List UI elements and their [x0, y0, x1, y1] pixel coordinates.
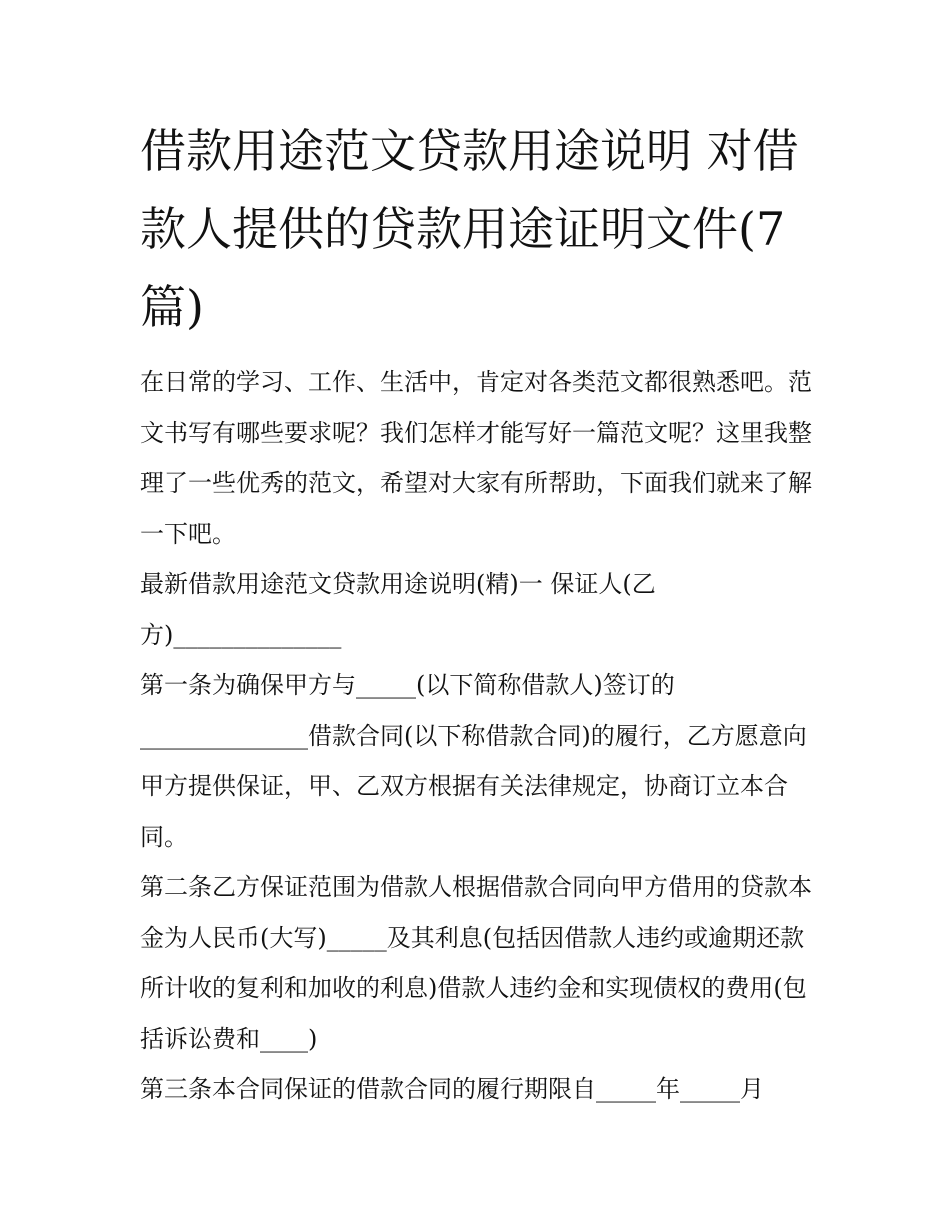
article-2: 第二条乙方保证范围为借款人根据借款合同向甲方借用的贷款本金为人民币(大写)_____及其利息(包括因借款人违约或逾期还款所计收的复利和加收的利息)借款人违约金和实现债权的费用(包括诉讼费和____) [140, 873, 812, 1053]
document-body [140, 357, 820, 1115]
section-heading: 最新借款用途范文贷款用途说明(精)一 保证人(乙 [140, 570, 656, 598]
intro-paragraph: 在日常的学习、工作、生活中，肯定对各类范文都很熟悉吧。范文书写有哪些要求呢？我们怎样才能写好一篇范文呢？这里我整理了一些优秀的范文，希望对大家有所帮助，下面我们就来了解一下吧。 [140, 368, 812, 548]
article-1-line-1: 第一条为确保甲方与_____(以下简称借款人)签订的 [140, 671, 675, 699]
article-1-line-2: ______________借款合同(以下称借款合同)的履行，乙方愿意向甲方提供保证，甲、乙双方根据有关法律规定，协商订立本合同。 [140, 721, 807, 851]
article-3: 第三条本合同保证的借款合同的履行期限自_____年_____月 [140, 1075, 764, 1103]
document-title: 借款用途范文贷款用途说明 对借款人提供的贷款用途证明文件(7篇) [140, 124, 799, 334]
guarantor-line: 方)______________ [140, 620, 342, 649]
